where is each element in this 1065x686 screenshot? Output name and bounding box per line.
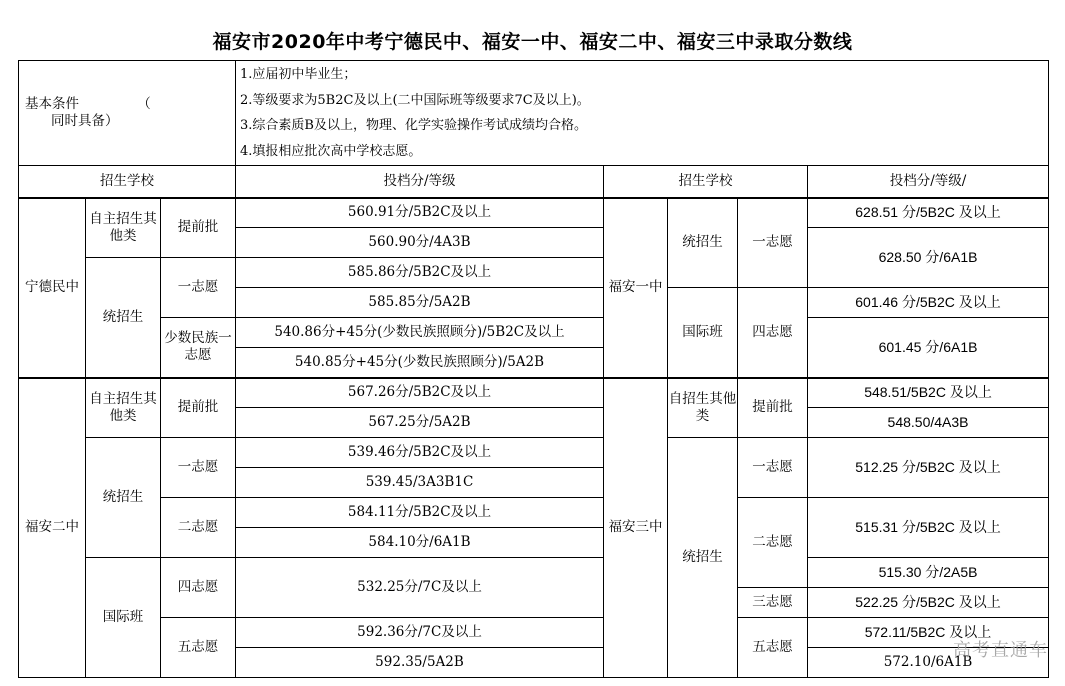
- condition-item: 3.综合素质B及以上，物理、化学实验操作考试成绩均合格。: [240, 118, 587, 133]
- watermark-text: 高考直通车: [953, 640, 1048, 661]
- fuan2-zizhu: 自主招生其他类: [86, 378, 161, 438]
- header-school-left: 招生学校: [19, 166, 236, 198]
- header-score-right: 投档分/等级/: [808, 166, 1049, 198]
- ningde-yizhiyuan: 一志愿: [161, 258, 236, 318]
- fuan2-yizhiyuan: 一志愿: [161, 438, 236, 498]
- fuan1-sizhiyuan-score-1: 601.46 分/5B2C 及以上: [808, 288, 1049, 318]
- conditions-label: 基本条件 （: [25, 96, 151, 112]
- fuan3-tiqian: 提前批: [738, 378, 808, 438]
- header-score-left: 投档分/等级: [236, 166, 604, 198]
- fuan3-zizhu: 自招生其他类: [668, 378, 738, 438]
- condition-item: 1.应届初中毕业生；: [240, 67, 357, 82]
- fuan2-tiqian: 提前批: [161, 378, 236, 438]
- ningde-minority-score-2: 540.85分+45分(少数民族照顾分)/5A2B: [236, 348, 604, 378]
- ningde-minority-score-1: 540.86分+45分(少数民族照顾分)/5B2C及以上: [236, 318, 604, 348]
- fuan1-yizhiyuan-score-1: 628.51 分/5B2C 及以上: [808, 198, 1049, 228]
- ningde-zizhu: 自主招生其他类: [86, 198, 161, 258]
- fuan2-yizhiyuan-score-2: 539.45/3A3B1C: [236, 468, 604, 498]
- header-school-right: 招生学校: [604, 166, 808, 198]
- fuan3-yizhiyuan-score: 512.25 分/5B2C 及以上: [808, 438, 1049, 498]
- fuan2-tiqian-score-1: 567.26分/5B2C及以上: [236, 378, 604, 408]
- fuan3-wuzhiyuan-score-1: 572.11/5B2C 及以上: [808, 618, 1049, 648]
- condition-item: 2.等级要求为5B2C及以上(二中国际班等级要求7C及以上)。: [240, 92, 590, 108]
- ningde-yizhiyuan-score-2: 585.85分/5A2B: [236, 288, 604, 318]
- fuan3-wuzhiyuan: 五志愿: [738, 618, 808, 678]
- fuan3-sanzhiyuan-score: 522.25 分/5B2C 及以上: [808, 588, 1049, 618]
- ningde-tiqian-score-2: 560.90分/4A3B: [236, 228, 604, 258]
- fuan3-yizhiyuan: 一志愿: [738, 438, 808, 498]
- fuan1-tongzhao: 统招生: [668, 198, 738, 288]
- page-title: 福安市2020年中考宁德民中、福安一中、福安二中、福安三中录取分数线: [212, 31, 853, 53]
- fuan2-wuzhiyuan-score-1: 592.36分/7C及以上: [236, 618, 604, 648]
- conditions-label-2: 同时具备）: [51, 113, 119, 129]
- fuan1-yizhiyuan-score-2: 628.50 分/6A1B: [808, 228, 1049, 288]
- fuan3-tongzhao: 统招生: [668, 438, 738, 678]
- fuan3-erzhiyuan-score-2: 515.30 分/2A5B: [808, 558, 1049, 588]
- fuan3-tiqian-score-2: 548.50/4A3B: [808, 408, 1049, 438]
- fuan1-yizhiyuan: 一志愿: [738, 198, 808, 288]
- fuan3-erzhiyuan-score-1: 515.31 分/5B2C 及以上: [808, 498, 1049, 558]
- school-ningde: 宁德民中: [19, 198, 86, 378]
- school-fuan3: 福安三中: [604, 378, 668, 678]
- fuan2-erzhiyuan-score-1: 584.11分/5B2C及以上: [236, 498, 604, 528]
- fuan3-wuzhiyuan-score-2: 572.10/6A1B: [808, 648, 1049, 678]
- fuan2-yizhiyuan-score-1: 539.46分/5B2C及以上: [236, 438, 604, 468]
- school-fuan2: 福安二中: [19, 378, 86, 678]
- fuan1-sizhiyuan-score-2: 601.45 分/6A1B: [808, 318, 1049, 378]
- admission-score-table: [18, 60, 1049, 678]
- ningde-tiqian: 提前批: [161, 198, 236, 258]
- conditions-list: [236, 61, 1049, 166]
- condition-item: 4.填报相应批次高中学校志愿。: [240, 143, 422, 159]
- fuan3-tiqian-score-1: 548.51/5B2C 及以上: [808, 378, 1049, 408]
- school-fuan1: 福安一中: [604, 198, 668, 378]
- fuan1-intl: 国际班: [668, 288, 738, 378]
- fuan2-wuzhiyuan: 五志愿: [161, 618, 236, 678]
- fuan2-tiqian-score-2: 567.25分/5A2B: [236, 408, 604, 438]
- ningde-yizhiyuan-score-1: 585.86分/5B2C及以上: [236, 258, 604, 288]
- fuan2-erzhiyuan: 二志愿: [161, 498, 236, 558]
- fuan2-intl: 国际班: [86, 558, 161, 678]
- fuan1-sizhiyuan: 四志愿: [738, 288, 808, 378]
- fuan2-tongzhao: 统招生: [86, 438, 161, 558]
- fuan2-wuzhiyuan-score-2: 592.35/5A2B: [236, 648, 604, 678]
- fuan2-sizhiyuan-score: 532.25分/7C及以上: [236, 558, 604, 618]
- fuan2-erzhiyuan-score-2: 584.10分/6A1B: [236, 528, 604, 558]
- fuan2-sizhiyuan: 四志愿: [161, 558, 236, 618]
- fuan3-erzhiyuan: 二志愿: [738, 498, 808, 588]
- ningde-minority: 少数民族一志愿: [161, 318, 236, 378]
- ningde-tongzhao: 统招生: [86, 258, 161, 378]
- conditions-label-cell: [19, 61, 236, 166]
- fuan3-sanzhiyuan: 三志愿: [738, 588, 808, 618]
- ningde-tiqian-score-1: 560.91分/5B2C及以上: [236, 198, 604, 228]
